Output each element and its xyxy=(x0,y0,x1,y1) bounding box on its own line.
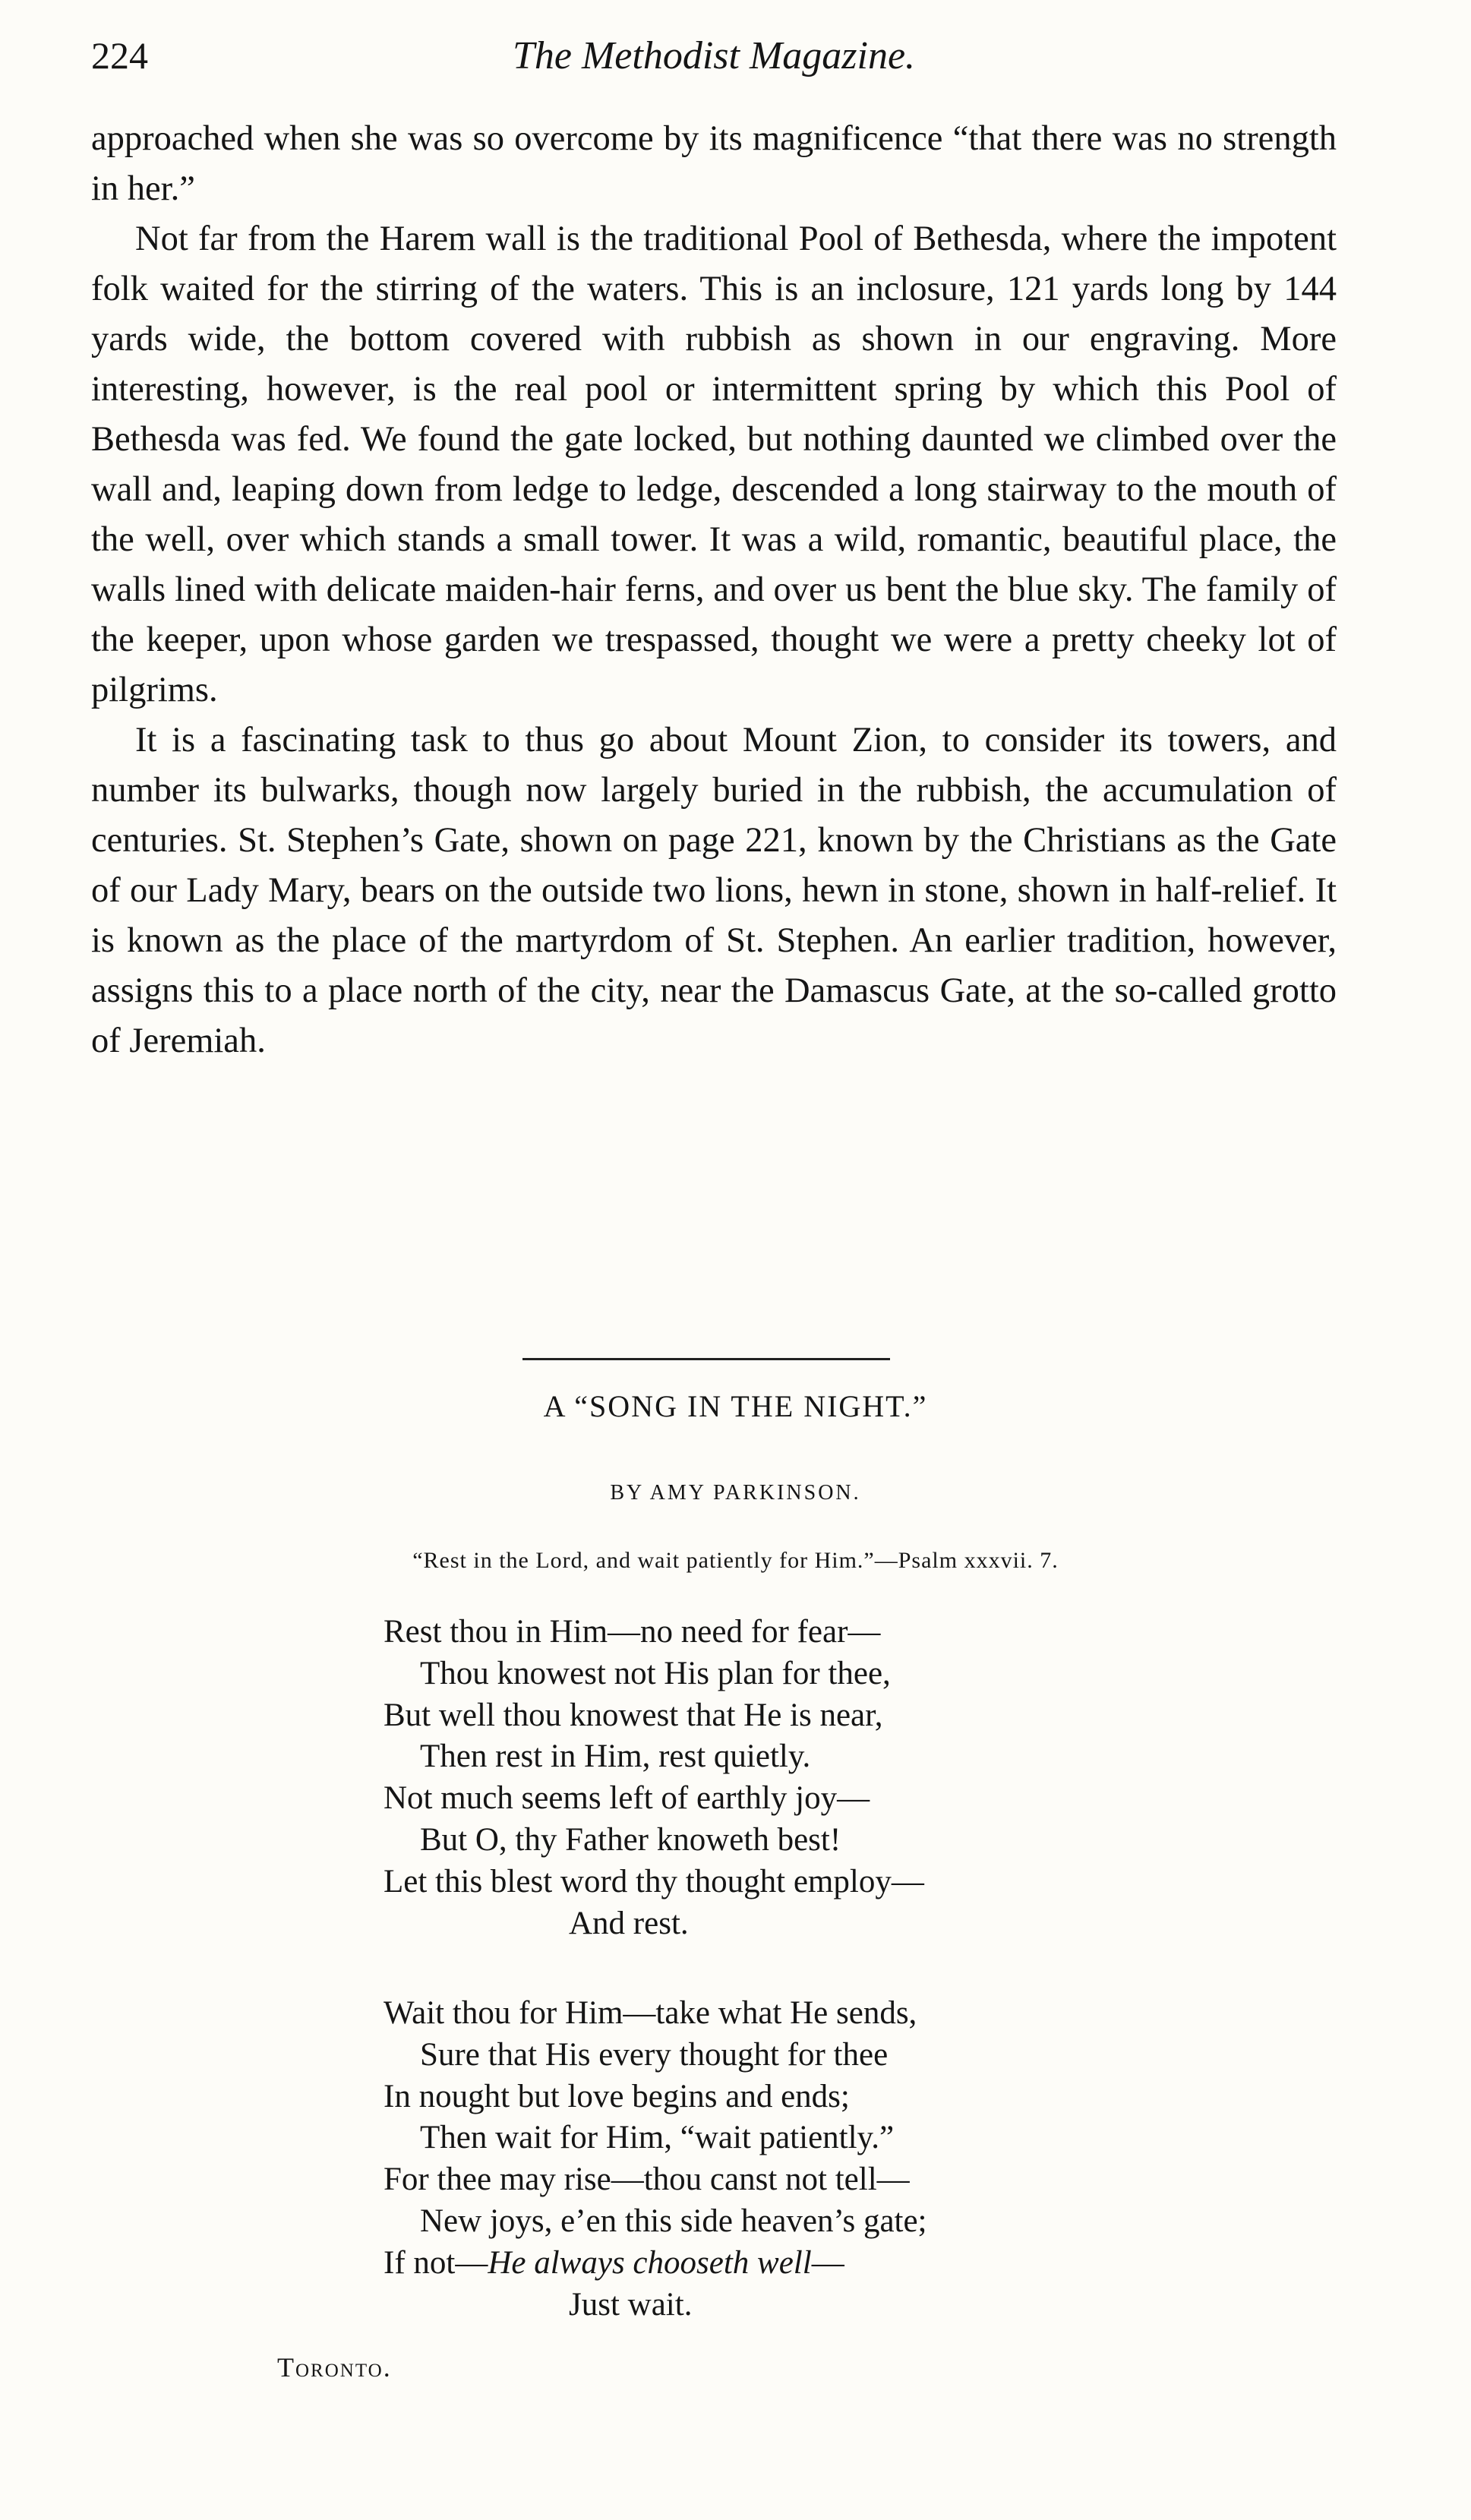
paragraph-bethesda: Not far from the Harem wall is the traditional Pool of Bethesda, where the impotent folk waited for the stirring of the waters. This is an inclosure, 121 yards long by 144 yards wide, the bottom covered with rubbish as shown in our engraving. More interesting, however, is the real pool or intermittent spring by which this Pool of Bethesda was fed. We found the gate locked, but nothing daunted we climbed over the wall and, leaping down from ledge to ledge, descended a long stairway to the mouth of the well, over which stands a small tower. It was a wild, romantic, beautiful place, the walls lined with delicate maiden-hair ferns, and over us bent the blue sky. The family of the keeper, upon whose garden we trespassed, thought we were a pretty cheeky lot of pilgrims. xyxy=(91,219,1337,709)
poem-line: Wait thou for Him—take what He sends, xyxy=(384,1995,917,2031)
poem-line: Sure that His every thought for thee xyxy=(420,2036,889,2073)
poem-line: And rest. xyxy=(569,1905,689,1941)
poem-line: Thou knowest not His plan for thee, xyxy=(420,1655,891,1691)
poem-line: Then rest in Him, rest quietly. xyxy=(420,1738,811,1775)
poem-line: Let this blest word thy thought employ— xyxy=(384,1863,924,1899)
page-number: 224 xyxy=(91,34,148,77)
poem-line: But O, thy Father knoweth best! xyxy=(420,1821,841,1858)
poem-line: If not—He always chooseth well— xyxy=(384,2244,844,2281)
poem-epigraph: “Rest in the Lord, and wait patiently for Him.”—Psalm xxxvii. 7. xyxy=(412,1548,1059,1573)
article-body xyxy=(91,114,1337,1066)
poem-line: Rest thou in Him—no need for fear— xyxy=(384,1614,881,1650)
page-header xyxy=(91,26,1337,94)
running-title: The Methodist Magazine. xyxy=(512,34,916,77)
paragraph-continuation: approached when she was so overcome by its magnificence “that there was no strength in her.” xyxy=(91,119,1337,208)
section-divider xyxy=(522,1358,890,1360)
poem-stanza-1 xyxy=(384,1612,1371,1944)
poem-line: Not much seems left of earthly joy— xyxy=(384,1780,870,1817)
poem-line: Just wait. xyxy=(569,2286,693,2323)
poem-line: But well thou knowest that He is near, xyxy=(384,1697,883,1733)
poem-stanza-2 xyxy=(384,1993,1371,2326)
poem-place: Toronto. xyxy=(277,2352,392,2383)
poem-line: Then wait for Him, “wait patiently.” xyxy=(420,2120,895,2156)
poem-line: For thee may rise—thou canst not tell— xyxy=(384,2162,910,2198)
poem-byline: BY AMY PARKINSON. xyxy=(610,1481,861,1505)
poem-line: In nought but love begins and ends; xyxy=(384,2078,850,2114)
poem-line: New joys, e’en this side heaven’s gate; xyxy=(420,2203,927,2239)
poem-title: A “SONG IN THE NIGHT.” xyxy=(543,1389,928,1423)
paragraph-mount-zion: It is a fascinating task to thus go about Mount Zion, to consider its towers, and number its bulwarks, though now largely buried in the rubbish, the accumulation of centuries. St. Stephen’s Gate, shown on page 221, known by the Christians as the Gate of our Lady Mary, bears on the outside two lions, hewn in stone, shown in half-relief. It is known as the place of the martyrdom of St. Stephen. An earlier tradition, however, assigns this to a place north of the city, near the Damascus Gate, at the so-called grotto of Jeremiah. xyxy=(91,721,1337,1060)
